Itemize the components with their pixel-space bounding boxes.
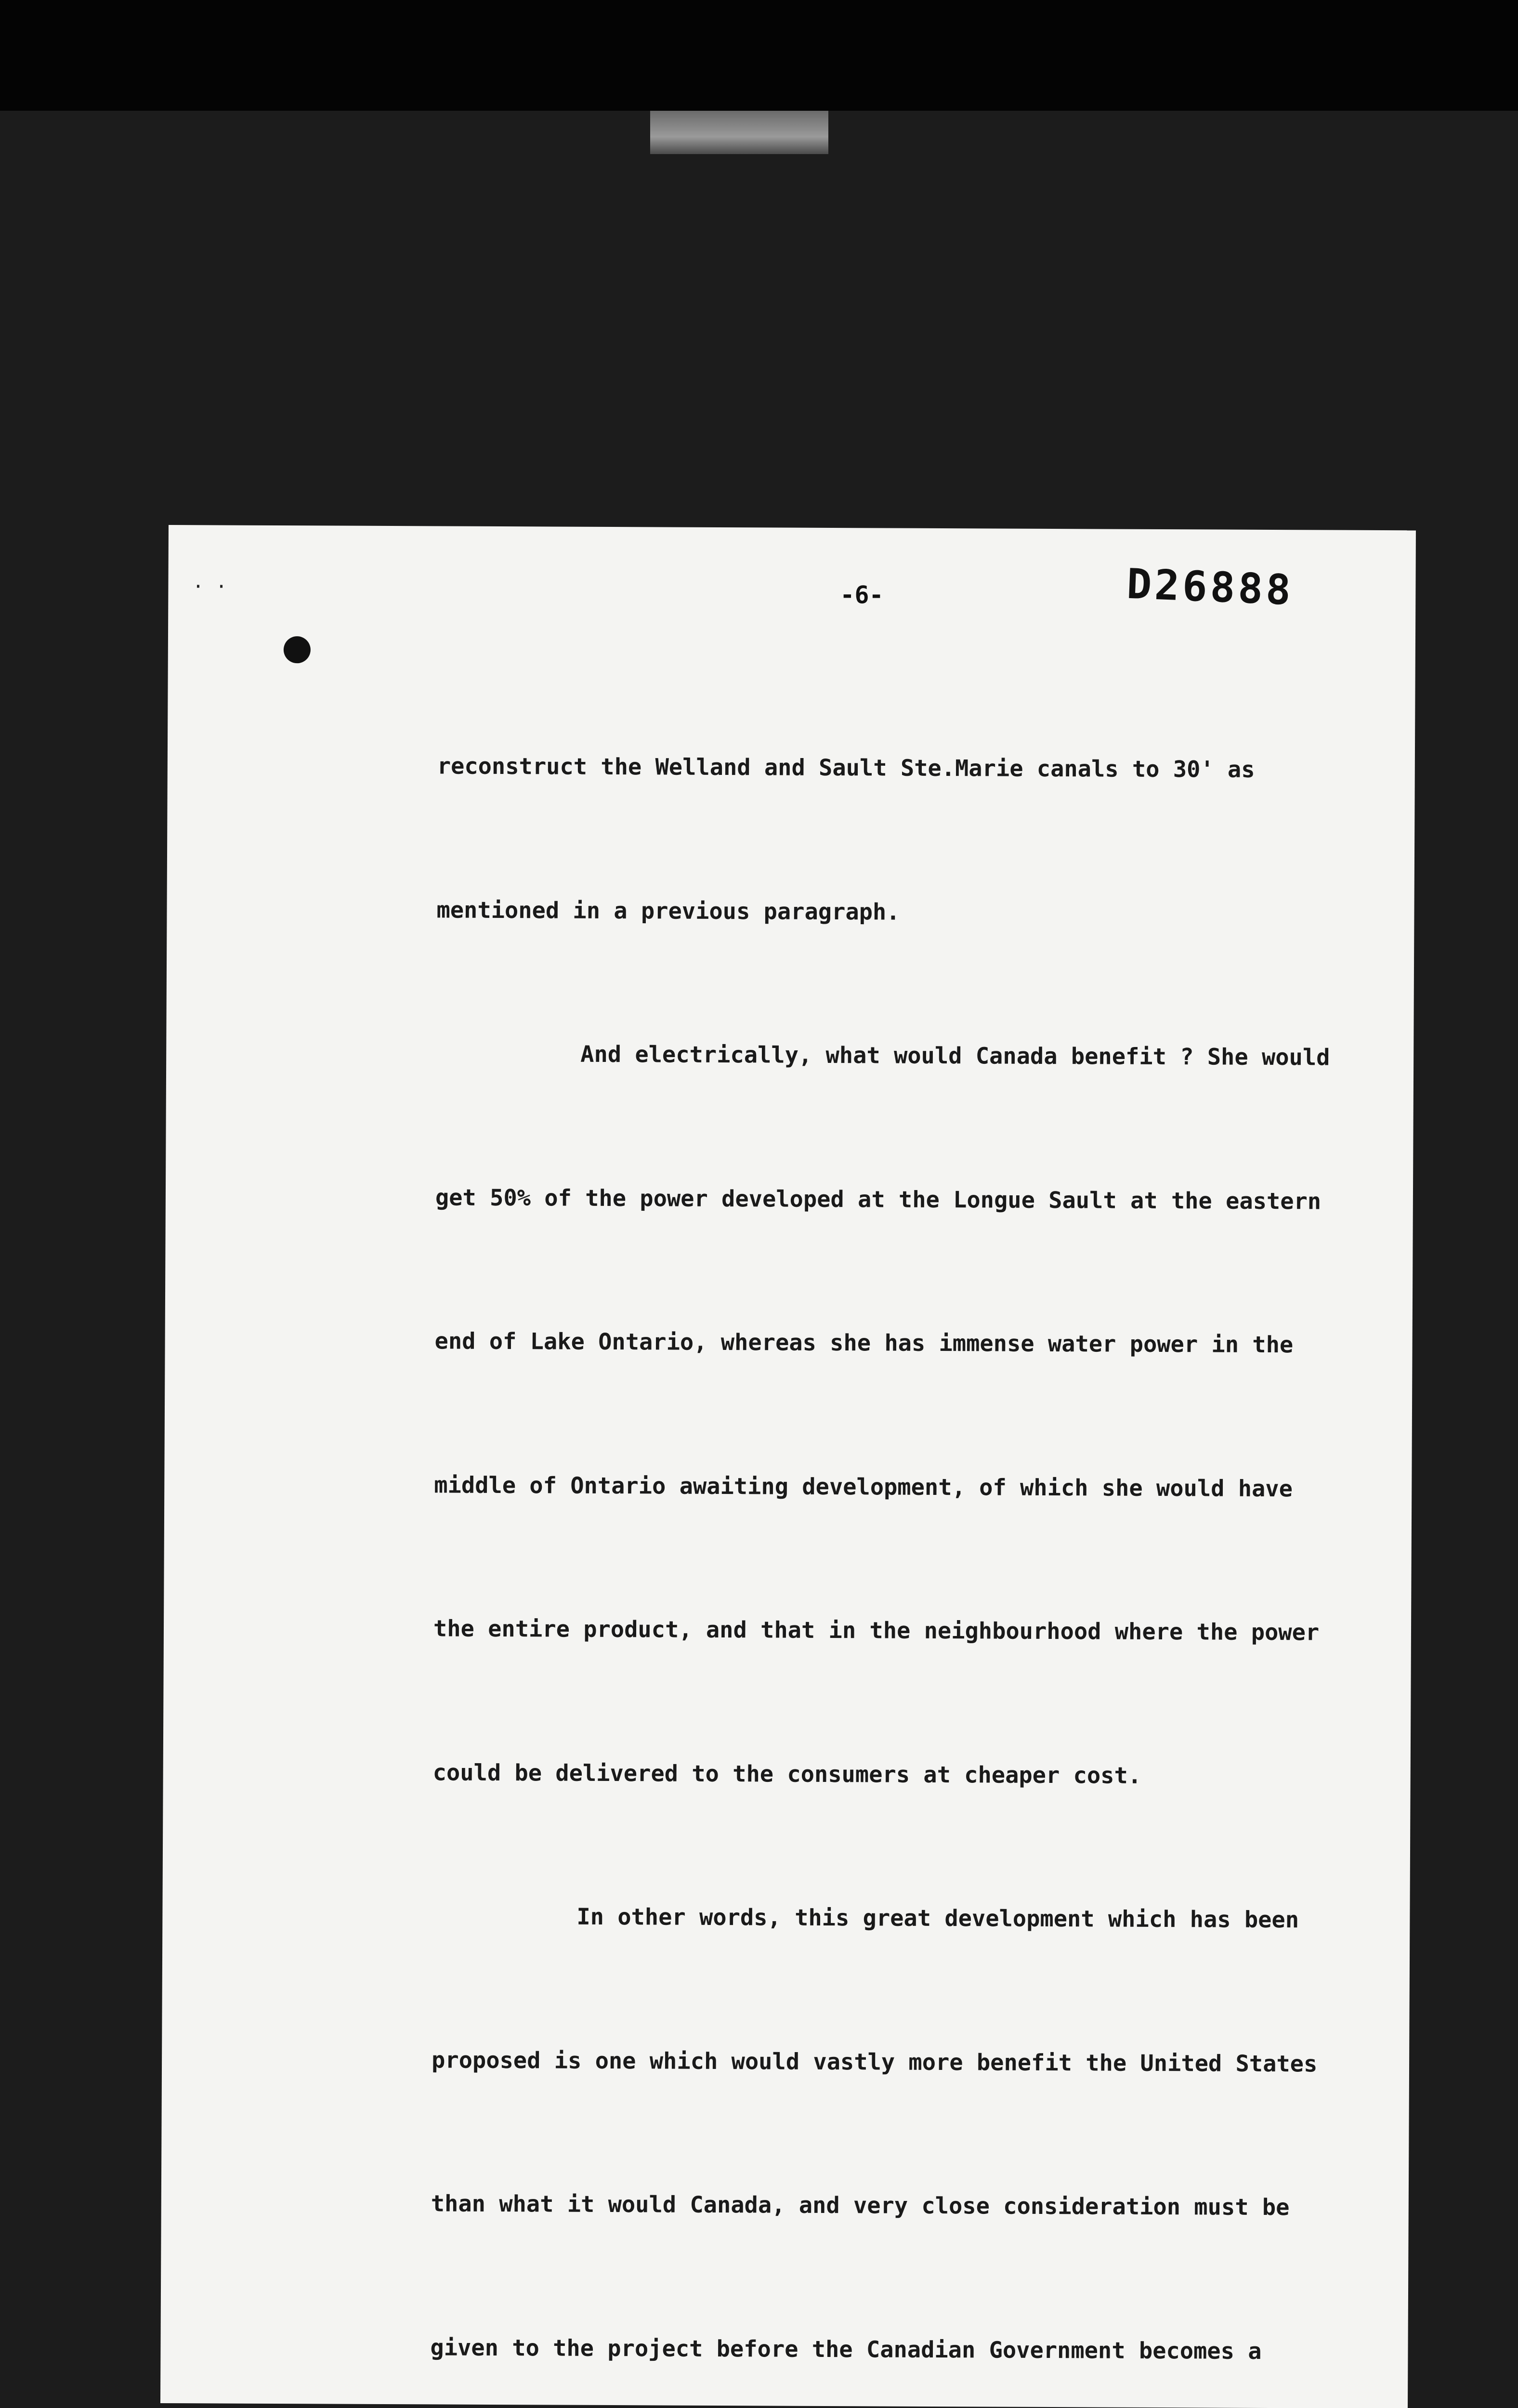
text-line: end of Lake Ontario, whereas she has immense water power in the <box>434 1328 1294 1359</box>
text-line: reconstruct the Welland and Sault Ste.Marie canals to 30' as <box>437 753 1255 783</box>
ink-specks: · · <box>192 576 227 598</box>
paper-clip-shadow <box>650 111 828 154</box>
text-line: could be delivered to the consumers at cheaper cost. <box>432 1759 1142 1789</box>
text-line: than what it would Canada, and very close consideration must be <box>431 2190 1290 2221</box>
text-line: given to the project before the Canadian Government becomes a <box>430 2334 1262 2365</box>
punch-hole <box>284 636 311 663</box>
text-line: proposed is one which would vastly more benefit the United States <box>431 2046 1318 2077</box>
page-number: -6- <box>840 581 884 609</box>
text-line: get 50% of the power developed at the Longue Sault at the eastern <box>435 1184 1322 1215</box>
text-line: mentioned in a previous paragraph. <box>436 896 900 926</box>
document-page <box>160 525 1416 2408</box>
text-line: And electrically, what would Canada benefit ? She would <box>580 1041 1330 1071</box>
text-line: middle of Ontario awaiting development, of which she would have <box>434 1471 1293 1502</box>
text-line: the entire product, and that in the neighbourhood where the power <box>433 1615 1320 1646</box>
typed-body-text <box>415 646 1400 2408</box>
document-id-stamp: D26888 <box>1125 560 1295 615</box>
film-border-top <box>0 0 1518 111</box>
text-line: In other words, this great development which has been <box>576 1903 1299 1934</box>
